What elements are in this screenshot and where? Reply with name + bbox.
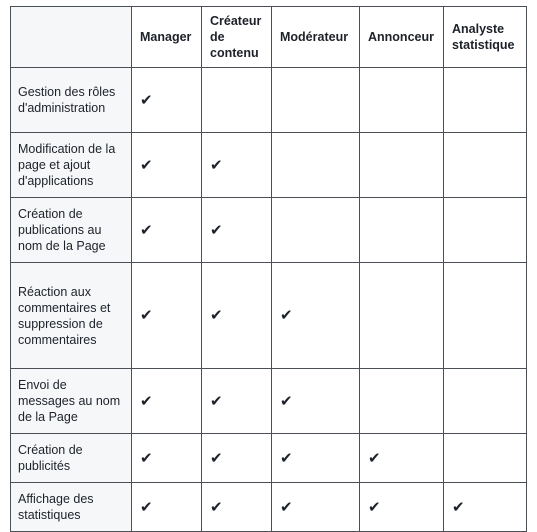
permission-cell-advertiser (360, 133, 444, 198)
permission-cell-analyst (444, 68, 527, 133)
column-header-advertiser: Annonceur (360, 7, 444, 68)
permission-cell-analyst (444, 434, 527, 483)
table-row (11, 263, 527, 369)
table-body (11, 68, 527, 532)
checkmark-icon: ✔ (210, 391, 223, 410)
permission-cell-analyst (444, 198, 527, 263)
permission-cell-advertiser (360, 434, 444, 483)
permission-cell-manager (132, 133, 202, 198)
permission-cell-advertiser (360, 263, 444, 369)
permission-label: Affichage des statistiques (11, 483, 132, 532)
permission-cell-content-creator (202, 369, 272, 434)
permission-cell-manager (132, 434, 202, 483)
table-row (11, 198, 527, 263)
checkmark-icon: ✔ (210, 448, 223, 467)
checkmark-icon: ✔ (140, 155, 153, 174)
permission-cell-analyst (444, 133, 527, 198)
permission-label: Modification de la page et ajout d'applications (11, 133, 132, 198)
checkmark-icon: ✔ (140, 90, 153, 109)
column-header-moderator: Modérateur (272, 7, 360, 68)
permission-cell-analyst (444, 263, 527, 369)
permission-cell-advertiser (360, 369, 444, 434)
permission-cell-content-creator (202, 434, 272, 483)
permission-cell-content-creator (202, 68, 272, 133)
permission-cell-manager (132, 263, 202, 369)
permission-label: Gestion des rôles d'administration (11, 68, 132, 133)
permission-cell-manager (132, 198, 202, 263)
checkmark-icon: ✔ (140, 220, 153, 239)
permission-cell-manager (132, 369, 202, 434)
permission-cell-moderator (272, 68, 360, 133)
header-corner-cell (11, 7, 132, 68)
table-row (11, 133, 527, 198)
column-header-content-creator: Créateur de contenu (202, 7, 272, 68)
checkmark-icon: ✔ (140, 497, 153, 516)
table-row (11, 483, 527, 532)
table-header (11, 7, 527, 68)
checkmark-icon: ✔ (210, 306, 223, 324)
permission-label: Création de publicités (11, 434, 132, 483)
permission-cell-moderator (272, 133, 360, 198)
checkmark-icon: ✔ (280, 306, 293, 324)
table-row (11, 369, 527, 434)
permission-cell-content-creator (202, 133, 272, 198)
column-header-analyst: Analyste statistique (444, 7, 527, 68)
roles-permissions-table (10, 6, 527, 532)
permission-cell-analyst (444, 483, 527, 532)
header-row (11, 7, 527, 68)
table-row (11, 68, 527, 133)
checkmark-icon: ✔ (210, 497, 223, 516)
checkmark-icon: ✔ (140, 391, 153, 410)
permission-cell-moderator (272, 434, 360, 483)
permission-cell-moderator (272, 198, 360, 263)
permission-cell-advertiser (360, 68, 444, 133)
table-row (11, 434, 527, 483)
permission-cell-moderator (272, 263, 360, 369)
checkmark-icon: ✔ (210, 155, 223, 174)
permission-cell-analyst (444, 369, 527, 434)
permission-cell-content-creator (202, 198, 272, 263)
permission-cell-advertiser (360, 198, 444, 263)
checkmark-icon: ✔ (368, 497, 381, 516)
permission-cell-manager (132, 68, 202, 133)
checkmark-icon: ✔ (280, 448, 293, 467)
permission-cell-advertiser (360, 483, 444, 532)
column-header-manager: Manager (132, 7, 202, 68)
permission-cell-content-creator (202, 263, 272, 369)
checkmark-icon: ✔ (280, 391, 293, 410)
checkmark-icon: ✔ (140, 448, 153, 467)
permission-label: Envoi de messages au nom de la Page (11, 369, 132, 434)
permission-label: Réaction aux commentaires et suppression de commentaires (11, 263, 132, 369)
permission-cell-moderator (272, 369, 360, 434)
checkmark-icon: ✔ (452, 497, 465, 516)
permission-label: Création de publications au nom de la Page (11, 198, 132, 263)
permission-cell-moderator (272, 483, 360, 532)
permission-cell-content-creator (202, 483, 272, 532)
checkmark-icon: ✔ (368, 448, 381, 467)
checkmark-icon: ✔ (140, 306, 153, 324)
checkmark-icon: ✔ (210, 220, 223, 239)
checkmark-icon: ✔ (280, 497, 293, 516)
permission-cell-manager (132, 483, 202, 532)
permissions-table-wrapper (10, 6, 527, 532)
